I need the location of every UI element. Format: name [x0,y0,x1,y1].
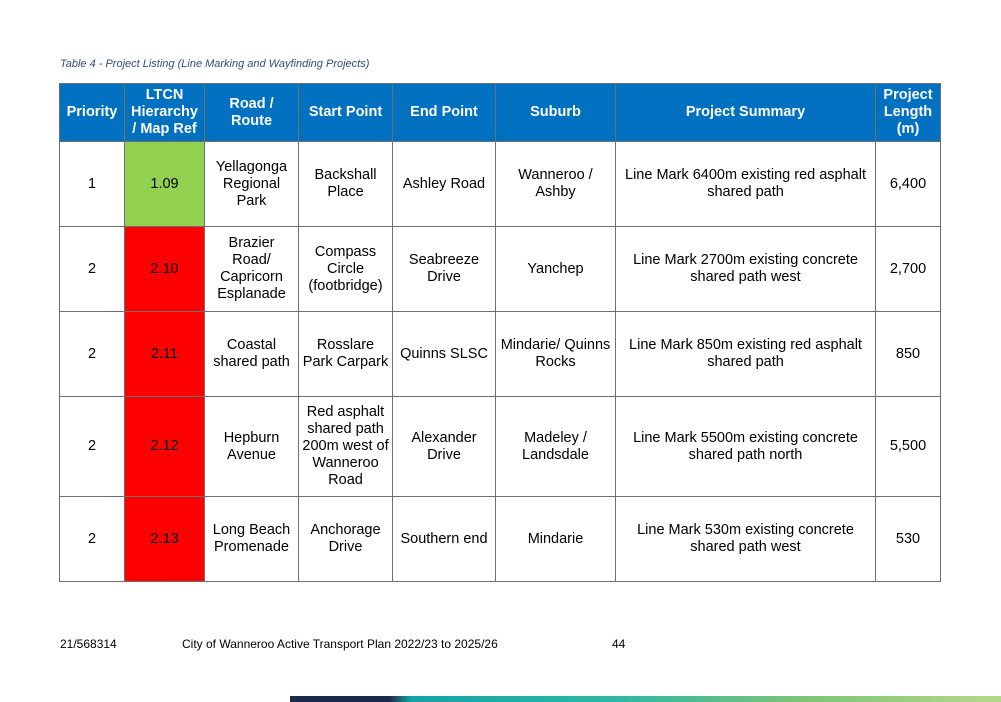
cell-ltcn: 2.12 [125,397,205,497]
cell-start: Anchorage Drive [299,497,393,582]
cell-priority: 1 [60,142,125,227]
cell-summary: Line Mark 2700m existing concrete shared path west [616,227,876,312]
cell-priority: 2 [60,497,125,582]
cell-summary: Line Mark 530m existing concrete shared path west [616,497,876,582]
table-caption: Table 4 - Project Listing (Line Marking and Wayfinding Projects) [60,58,370,70]
cell-summary: Line Mark 5500m existing concrete shared path north [616,397,876,497]
table-row [60,397,941,497]
cell-ltcn: 2.10 [125,227,205,312]
cell-ltcn: 2.13 [125,497,205,582]
cell-end: Quinns SLSC [393,312,496,397]
cell-length: 2,700 [876,227,941,312]
cell-end: Ashley Road [393,142,496,227]
cell-length: 850 [876,312,941,397]
table-row [60,497,941,582]
cell-length: 6,400 [876,142,941,227]
cell-length: 530 [876,497,941,582]
footer-decorative-band [290,696,1001,702]
cell-road: Hepburn Avenue [205,397,299,497]
header-ltcn: LTCN Hierarchy / Map Ref [125,84,205,142]
cell-end: Seabreeze Drive [393,227,496,312]
cell-ltcn: 1.09 [125,142,205,227]
table-row [60,312,941,397]
cell-end: Alexander Drive [393,397,496,497]
cell-priority: 2 [60,397,125,497]
cell-suburb: Mindarie [496,497,616,582]
header-priority: Priority [60,84,125,142]
header-suburb: Suburb [496,84,616,142]
table-row [60,142,941,227]
table-row [60,227,941,312]
cell-start: Backshall Place [299,142,393,227]
cell-road: Yellagonga Regional Park [205,142,299,227]
cell-ltcn: 2.11 [125,312,205,397]
cell-priority: 2 [60,312,125,397]
cell-start: Red asphalt shared path 200m west of Wanneroo Road [299,397,393,497]
table-header-row [60,84,941,142]
cell-start: Rosslare Park Carpark [299,312,393,397]
cell-road: Brazier Road/ Capricorn Esplanade [205,227,299,312]
cell-start: Compass Circle (footbridge) [299,227,393,312]
header-summary: Project Summary [616,84,876,142]
cell-length: 5,500 [876,397,941,497]
footer-document-reference: 21/568314 [60,637,117,651]
footer-page-number: 44 [612,637,626,651]
header-length: Project Length (m) [876,84,941,142]
cell-suburb: Madeley / Landsdale [496,397,616,497]
cell-priority: 2 [60,227,125,312]
cell-end: Southern end [393,497,496,582]
footer-title: City of Wanneroo Active Transport Plan 2022/23 to 2025/26 [182,637,498,651]
cell-suburb: Yanchep [496,227,616,312]
header-road: Road / Route [205,84,299,142]
project-listing-table [59,83,941,582]
cell-suburb: Mindarie/ Quinns Rocks [496,312,616,397]
cell-suburb: Wanneroo / Ashby [496,142,616,227]
cell-road: Long Beach Promenade [205,497,299,582]
cell-road: Coastal shared path [205,312,299,397]
cell-summary: Line Mark 6400m existing red asphalt shared path [616,142,876,227]
cell-summary: Line Mark 850m existing red asphalt shared path [616,312,876,397]
header-end: End Point [393,84,496,142]
header-start: Start Point [299,84,393,142]
